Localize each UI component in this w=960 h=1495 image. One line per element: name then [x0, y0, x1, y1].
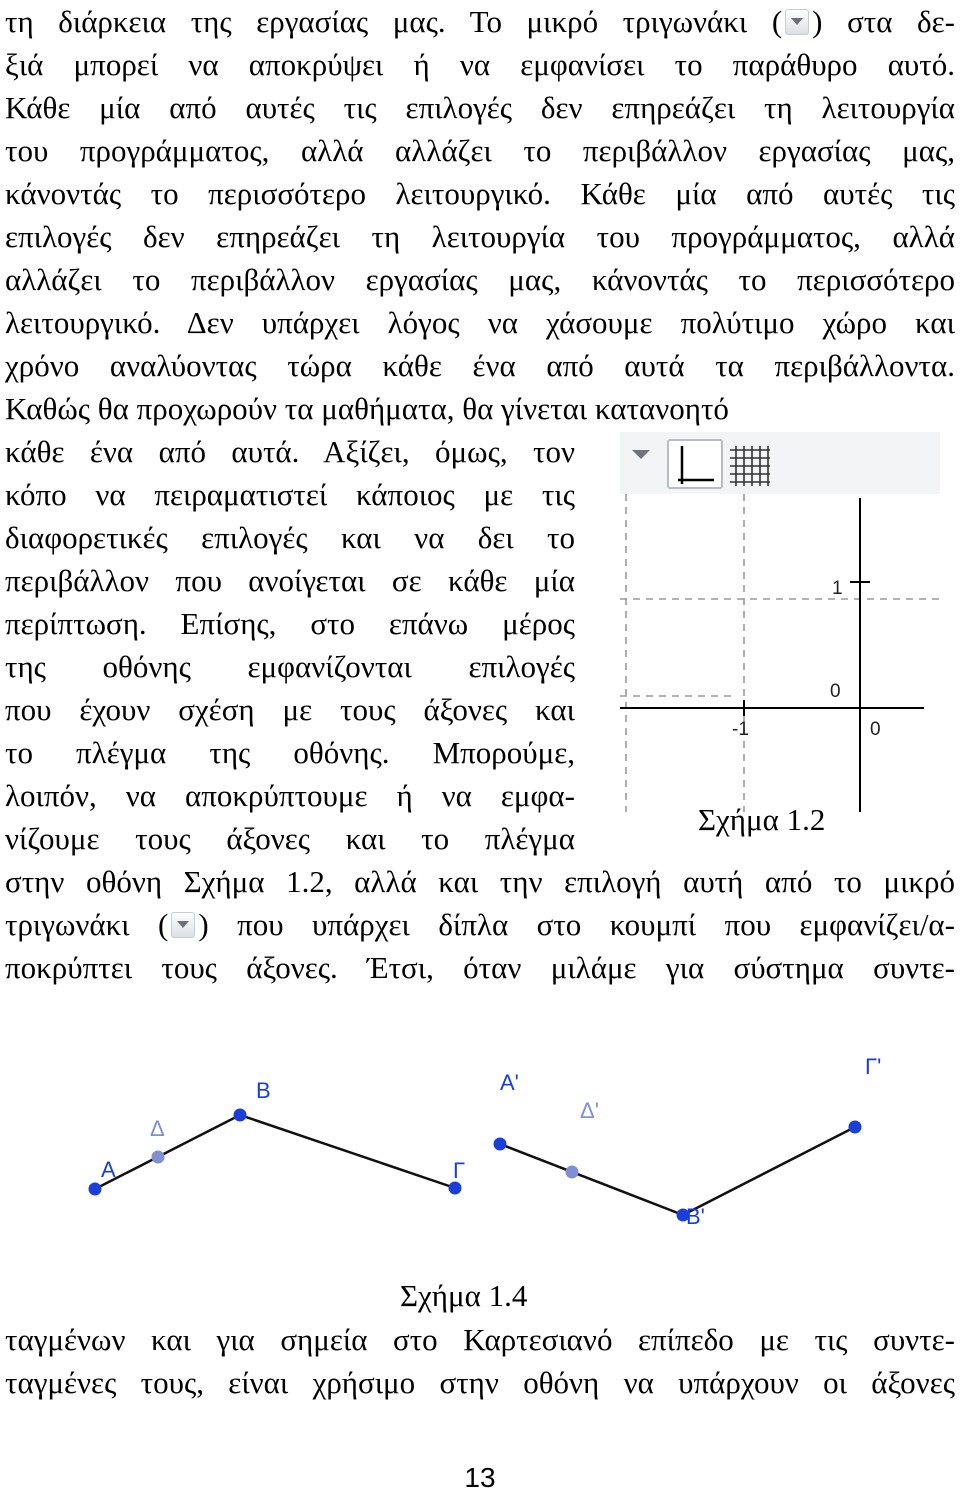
text-line: ταγμένων και για σημεία στο Καρτεσιανό επίπεδο με τις συντε-: [5, 1322, 955, 1357]
text-line: χρόνο αναλύοντας τώρα κάθε ένα από αυτά τα περιβάλλοντα.: [5, 348, 955, 383]
text-line: κάνοντάς το περισσότερο λειτουργικό. Κάθε μία από αυτές τις: [5, 176, 955, 211]
text-line: ξιά μπορεί να αποκρύψει ή να εμφανίσει το παράθυρο αυτό.: [5, 47, 955, 82]
text-line: που έχουν σχέση με τους άξονες και: [5, 692, 575, 727]
point-A[interactable]: [89, 1183, 102, 1196]
text-line: της οθόνης εμφανίζονται επιλογές: [5, 649, 575, 684]
label-Gamma: Γ: [453, 1158, 466, 1183]
tick-label-x-minus-1: -1: [732, 719, 749, 740]
dropdown-triangle-icon[interactable]: [628, 442, 654, 466]
grid-toggle-button[interactable]: [724, 440, 774, 488]
segment-AB: [95, 1115, 240, 1189]
text-line: Κάθε μία από αυτές τις επιλογές δεν επηρεάζει τη λειτουργία: [5, 90, 955, 125]
segment-A-prime-B-prime: [500, 1144, 683, 1215]
axes-toggle-button[interactable]: [668, 440, 722, 488]
segment-BGamma: [240, 1115, 455, 1188]
label-A-prime: A': [500, 1070, 519, 1095]
point-Gamma[interactable]: [449, 1182, 462, 1195]
text-line: το πλέγμα της οθόνης. Μπορούμε,: [5, 735, 575, 770]
graphics-view: [620, 494, 940, 812]
tick-label-y-1: 1: [832, 578, 843, 599]
label-Delta-prime: Δ': [580, 1098, 599, 1123]
label-A: A: [101, 1157, 116, 1182]
figure-1-4-caption: Σχήμα 1.4: [400, 1278, 528, 1313]
points-left: [89, 1109, 462, 1196]
text-line: νίζουμε τους άξονες και το πλέγμα: [5, 821, 575, 856]
label-Delta: Δ: [150, 1116, 165, 1141]
text-line: λειτουργικό. Δεν υπάρχει λόγος να χάσουμε πολύτιμο χώρο και: [5, 305, 955, 340]
text-line: αλλάζει το περιβάλλον εργασίας μας, κάνοντάς το περισσότερο: [5, 262, 955, 297]
dropdown-triangle-icon: [171, 912, 195, 938]
text-line: τη διάρκεια της εργασίας μας. Το μικρό τριγωνάκι ( ) στα δε-: [5, 4, 955, 39]
text-line: στην οθόνη Σχήμα 1.2, αλλά και την επιλογή αυτή από το μικρό: [5, 864, 955, 899]
text-line: λοιπόν, να αποκρύπτουμε ή να εμφα-: [5, 778, 575, 813]
dropdown-triangle-icon: [785, 9, 809, 35]
figure-1-2: [620, 432, 940, 812]
tick-label-x-0: 0: [870, 719, 881, 740]
label-Gamma-prime: Γ': [865, 1054, 882, 1079]
segment-B-prime-Gamma-prime: [683, 1127, 855, 1215]
points-right: [494, 1121, 862, 1222]
text-line: κάθε ένα από αυτά. Αξίζει, όμως, τον: [5, 434, 575, 469]
point-B[interactable]: [234, 1109, 247, 1122]
page-number: 13: [464, 1462, 496, 1493]
point-Gamma-prime[interactable]: [849, 1121, 862, 1134]
point-A-prime[interactable]: [494, 1138, 507, 1151]
text-line: διαφορετικές επιλογές και να δει το: [5, 520, 575, 555]
label-B: B: [256, 1078, 271, 1103]
text-line: περιβάλλον που ανοίγεται σε κάθε μία: [5, 563, 575, 598]
figure-1-2-caption: Σχήμα 1.2: [698, 802, 826, 837]
text-line: του προγράμματος, αλλά αλλάζει το περιβάλλον εργασίας μας,: [5, 133, 955, 168]
text-line: ποκρύπτει τους άξονες. Έτσι, όταν μιλάμε για σύστημα συντε-: [5, 950, 955, 985]
point-Delta[interactable]: [152, 1151, 165, 1164]
label-B-prime: B': [686, 1204, 705, 1229]
point-Delta-prime[interactable]: [566, 1166, 579, 1179]
text-line: τριγωνάκι ( ) που υπάρχει δίπλα στο κουμπί που εμφανίζει/α-: [5, 907, 955, 942]
tick-label-y-0: 0: [830, 681, 841, 702]
figure-1-4: [0, 1040, 960, 1270]
text-line: ταγμένες τους, είναι χρήσιμο στην οθόνη να υπάρχουν οι άξονες: [5, 1365, 955, 1400]
text-line: κόπο να πειραματιστεί κάποιος με τις: [5, 477, 575, 512]
text-line: Καθώς θα προχωρούν τα μαθήματα, θα γίνεται κατανοητό: [5, 391, 729, 426]
text-line: περίπτωση. Επίσης, στο επάνω μέρος: [5, 606, 575, 641]
text-line: επιλογές δεν επηρεάζει τη λειτουργία του προγράμματος, αλλά: [5, 219, 955, 254]
